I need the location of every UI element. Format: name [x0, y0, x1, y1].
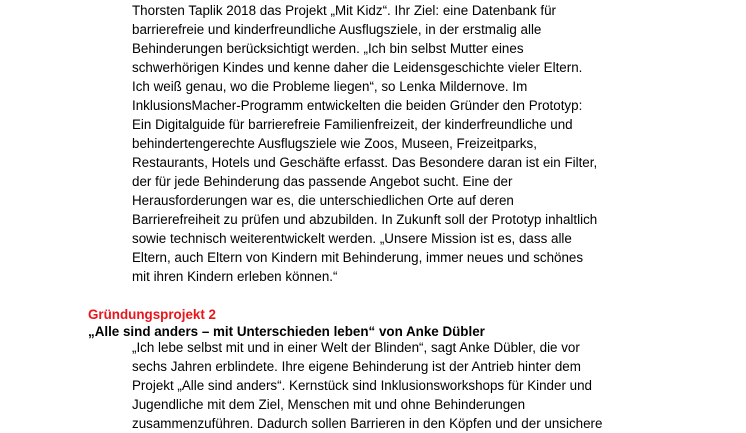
text-line: sowie technisch weiterentwickelt werden. „Unsere Mission ist es, dass alle — [132, 231, 572, 246]
text-line: behindertengerechte Ausflugsziele wie Zoos, Museen, Freizeitparks, — [132, 136, 537, 151]
text-line: Jugendliche mit dem Ziel, Menschen mit und ohne Behinderungen — [132, 397, 526, 412]
section-label-gruendungsprojekt-2: Gründungsprojekt 2 — [88, 307, 216, 322]
text-line: zusammenzuführen. Dadurch sollen Barrieren in den Köpfen und der unsichere — [132, 416, 603, 431]
text-line: InklusionsMacher-Programm entwickelten die beiden Gründer den Prototyp: — [132, 98, 583, 113]
section-title-alle-sind-anders: „Alle sind anders – mit Unterschieden leben“ von Anke Dübler — [88, 324, 485, 339]
text-line: Barrierefreiheit zu prüfen und abzubilden. In Zukunft soll der Prototyp inhaltlich — [132, 212, 598, 227]
paragraph-alle-sind-anders — [132, 338, 632, 433]
paragraph-mit-kidz — [132, 1, 632, 286]
text-line: Herausforderungen war es, die unterschiedlichen Orte auf deren — [132, 193, 514, 208]
text-line: Projekt „Alle sind anders“. Kernstück sind Inklusionsworkshops für Kinder und — [132, 378, 592, 393]
text-line: Eltern, auch Eltern von Kindern mit Behinderung, immer neues und schönes — [132, 250, 584, 265]
text-line: Thorsten Taplik 2018 das Projekt „Mit Kidz“. Ihr Ziel: eine Datenbank für — [132, 3, 556, 18]
text-line: mit ihren Kindern erleben können.“ — [132, 269, 338, 284]
text-line: Behinderungen berücksichtigt werden. „Ich bin selbst Mutter eines — [132, 41, 524, 56]
text-line: der für jede Behinderung das passende Angebot sucht. Eine der — [132, 174, 513, 189]
text-line: Ein Digitalguide für barrierefreie Familienfreizeit, der kinderfreundliche und — [132, 117, 573, 132]
text-line: „Ich lebe selbst mit und in einer Welt der Blinden“, sagt Anke Dübler, die vor — [132, 340, 580, 355]
text-line: Restaurants, Hotels und Geschäfte erfasst. Das Besondere daran ist ein Filter, — [132, 155, 598, 170]
text-line: barrierefreie und kinderfreundliche Ausflugsziele, in der erstmalig alle — [132, 22, 542, 37]
text-line: schwerhörigen Kindes und kenne daher die Leidensgeschichte vieler Eltern. — [132, 60, 583, 75]
text-line: sechs Jahren erblindete. Ihre eigene Behinderung ist der Antrieb hinter dem — [132, 359, 581, 374]
text-line: Ich weiß genau, wo die Probleme liegen“, so Lenka Mildernove. Im — [132, 79, 528, 94]
